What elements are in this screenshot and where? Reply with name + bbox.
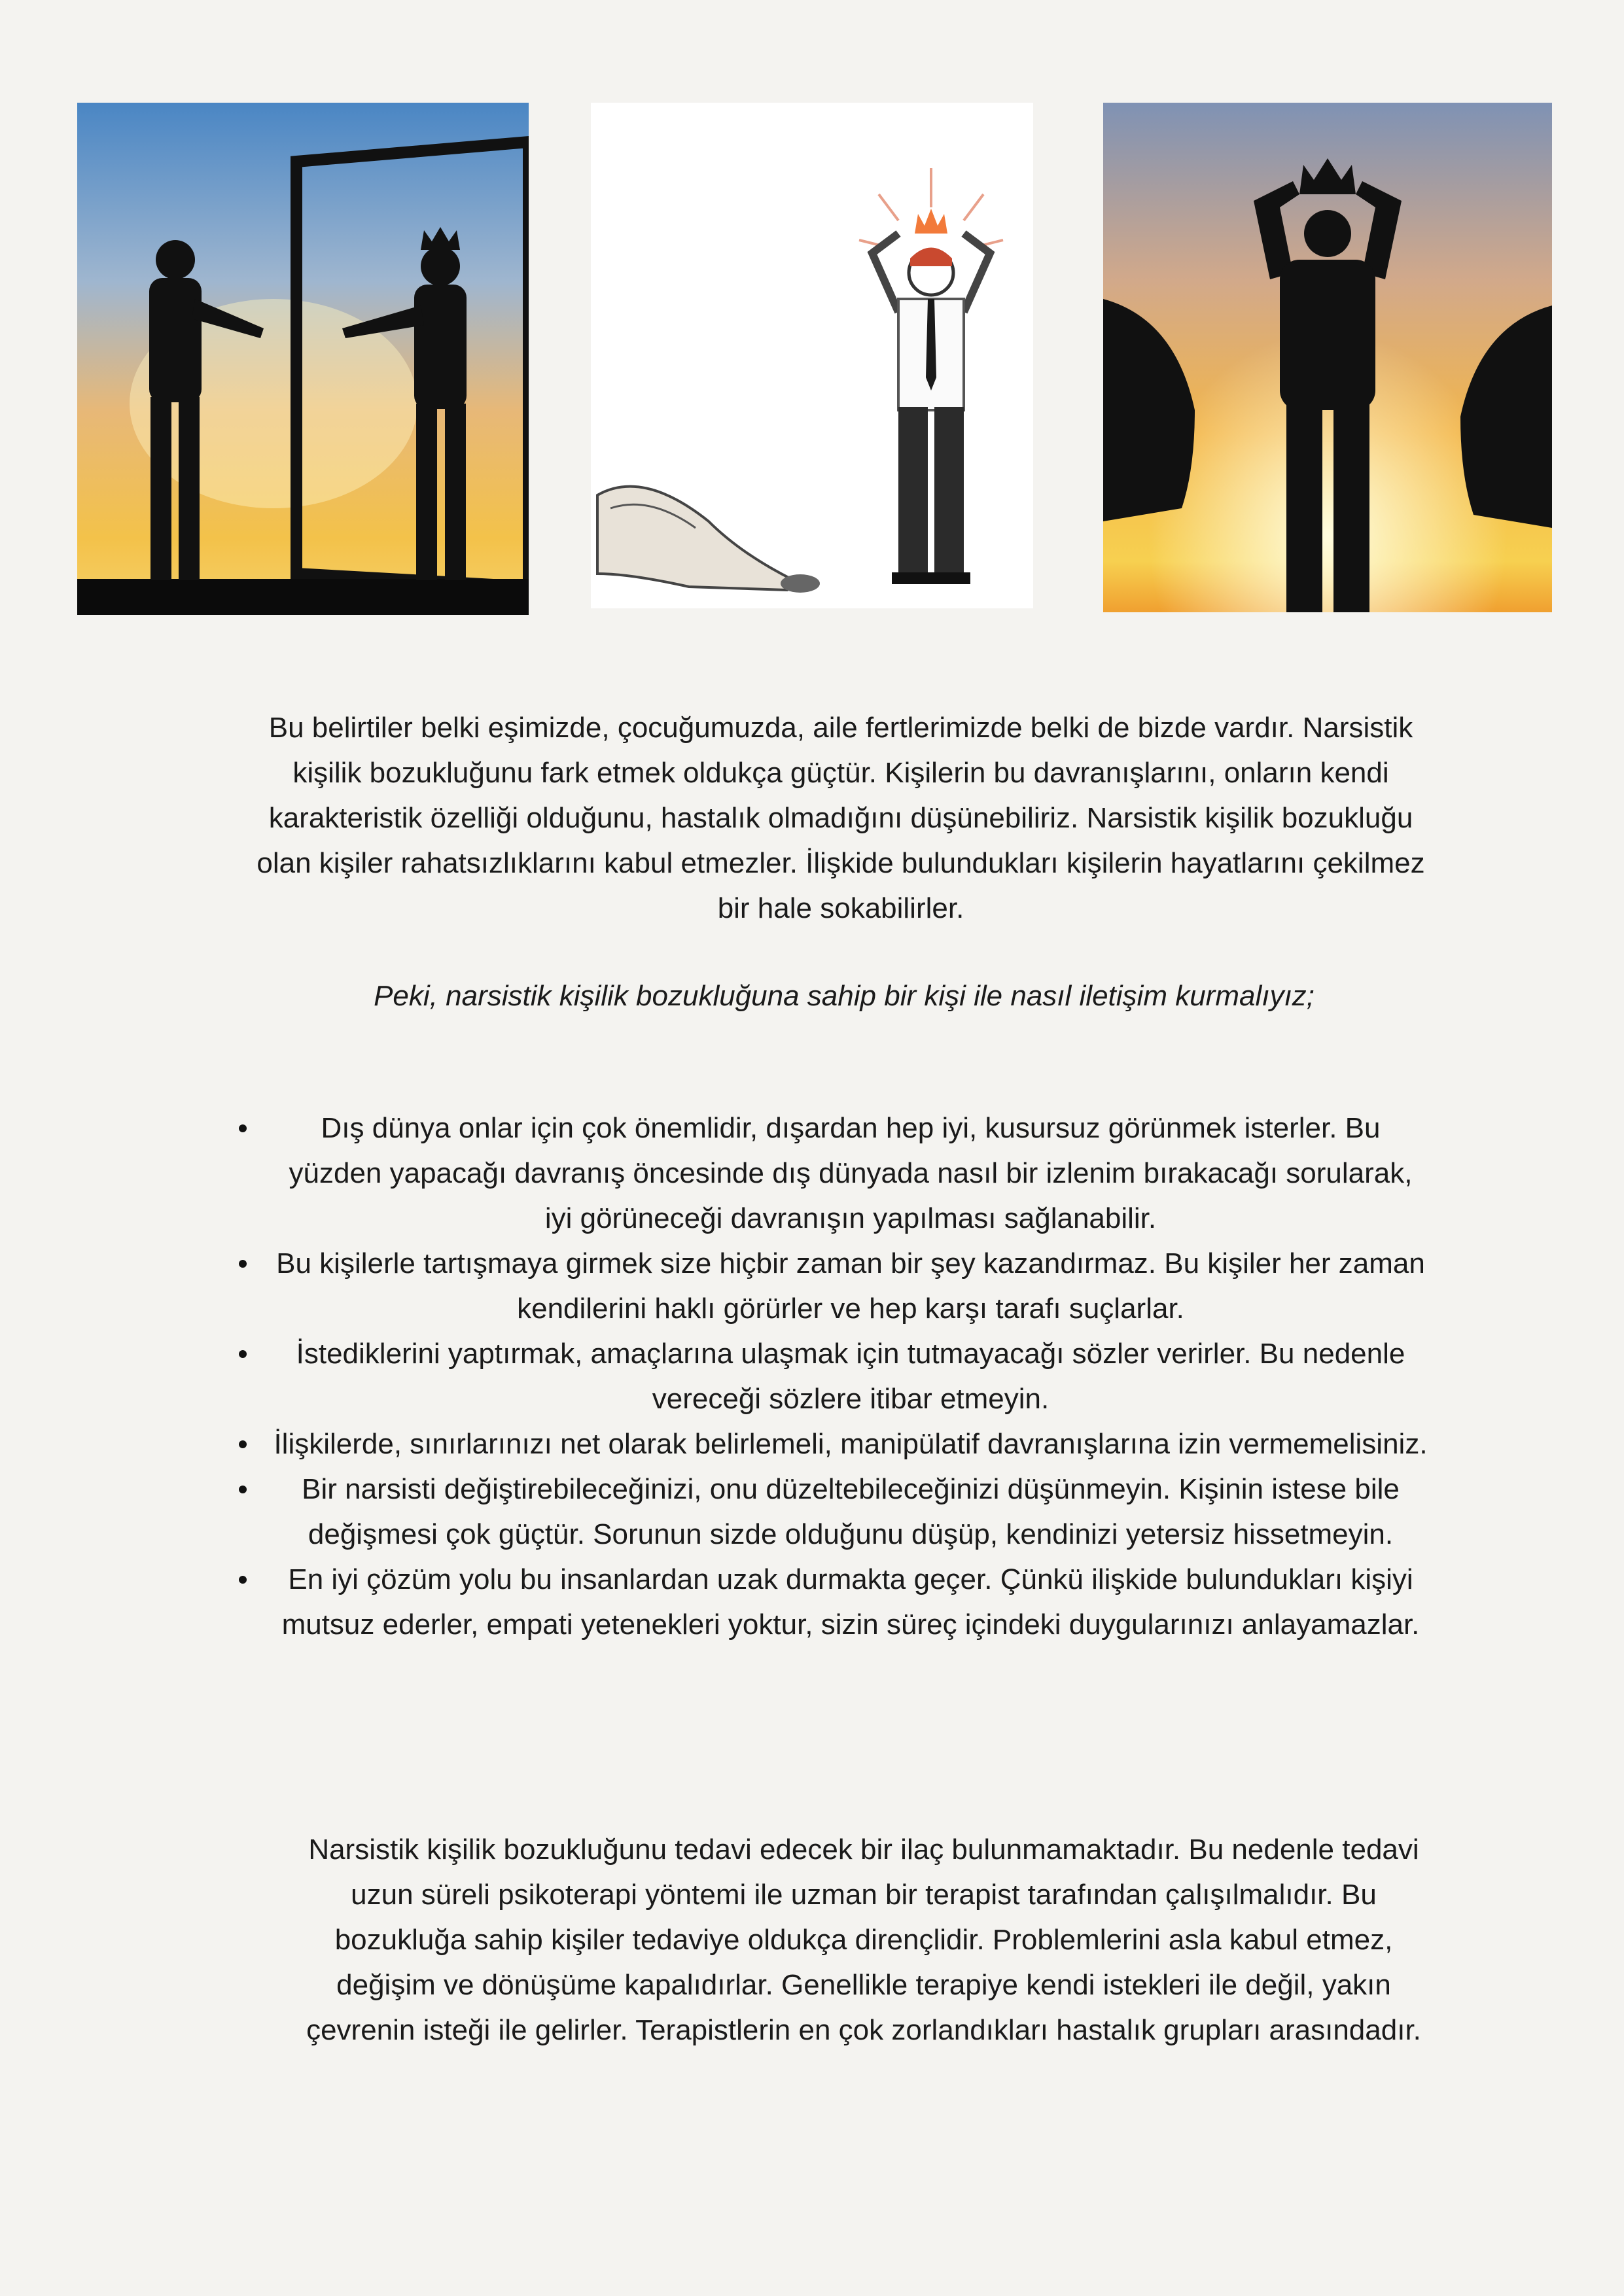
question-heading: Peki, narsistik kişilik bozukluğuna sahip bir kişi ile nasıl iletişim kurmalıyız; <box>374 980 1315 1012</box>
tips-list <box>232 1105 1430 1647</box>
self-crowning-photo <box>1103 103 1552 612</box>
bullet-icon <box>239 1440 247 1448</box>
list-item: En iyi çözüm yolu bu insanlardan uzak durmakta geçer. Çünkü ilişkide bulundukları kişiyi mutsuz ederler, empati yetenekleri yoktur, sizin süreç içindeki duygularınızı anlayamazlar. <box>232 1557 1430 1647</box>
list-item: Bu kişilerle tartışmaya girmek size hiçbir zaman bir şey kazandırmaz. Bu kişiler her zaman kendilerini haklı görürler ve hep karşı tarafı suçlarlar. <box>232 1241 1430 1331</box>
list-item: İlişkilerde, sınırlarınızı net olarak belirlemeli, manipülatif davranışlarına izin vermemelisiniz. <box>232 1421 1430 1467</box>
bullet-icon <box>239 1350 247 1358</box>
mirror-crown-silhouette-icon <box>77 103 529 615</box>
list-item: Dış dünya onlar için çok önemlidir, dışardan hep iyi, kusursuz görünmek isterler. Bu yüzden yapacağı davranış öncesinde dış dünyada nasıl bir izlenim bırakacağı sorularak, iyi görüneceği davranışın yapılması sağlanabilir. <box>232 1105 1430 1241</box>
bullet-icon <box>239 1576 247 1584</box>
bullet-icon <box>239 1486 247 1493</box>
bullet-icon <box>239 1124 247 1132</box>
bowing-figure-drawing <box>591 103 1033 608</box>
closing-paragraph: Narsistik kişilik bozukluğunu tedavi edecek bir ilaç bulunmamaktadır. Bu nedenle tedavi uzun süreli psikoterapi yöntemi ile uzman bir terapist tarafından çalışılmalıdır. Bu bozukluğa sahip kişiler tedaviye oldukça dirençlidir. Problemlerini asla kabul etmez, değişim ve dönüşüme kapalıdırlar. Genellikle terapiye kendi istekleri ile değil, yakın çevrenin isteği ile gelirler. Terapistlerin en çok zorlandıkları hastalık grupları arasındadır. <box>306 1834 1421 2046</box>
man-crowning-himself-icon <box>1103 103 1552 612</box>
intro-paragraph: Bu belirtiler belki eşimizde, çocuğumuzda, aile fertlerimizde belki de bizde vardır. Narsistik kişilik bozukluğunu fark etmek oldukça güçtür. Kişilerin bu davranışlarını, onların kendi karakteristik özelliği olduğunu, hastalık olmadığını düşünebiliriz. Narsistik kişilik bozukluğu olan kişiler rahatsızlıklarını kabul etmezler. İlişkide bulundukları kişilerin hayatlarını çekilmez bir hale sokabilirler. <box>256 712 1425 924</box>
list-item: İstediklerini yaptırmak, amaçlarına ulaşmak için tutmayacağı sözler verirler. Bu nedenle vereceği sözlere itibar etmeyin. <box>232 1331 1430 1421</box>
list-item: Bir narsisti değiştirebileceğinizi, onu düzeltebileceğinizi düşünmeyin. Kişinin istese bile değişmesi çok güçtür. Sorunun sizde olduğunu düşüp, kendinizi yetersiz hissetmeyin. <box>232 1467 1430 1557</box>
bullet-icon <box>239 1260 247 1268</box>
crowned-man-bowing-figure-icon <box>591 103 1033 608</box>
mirror-crown-photo <box>77 103 529 615</box>
